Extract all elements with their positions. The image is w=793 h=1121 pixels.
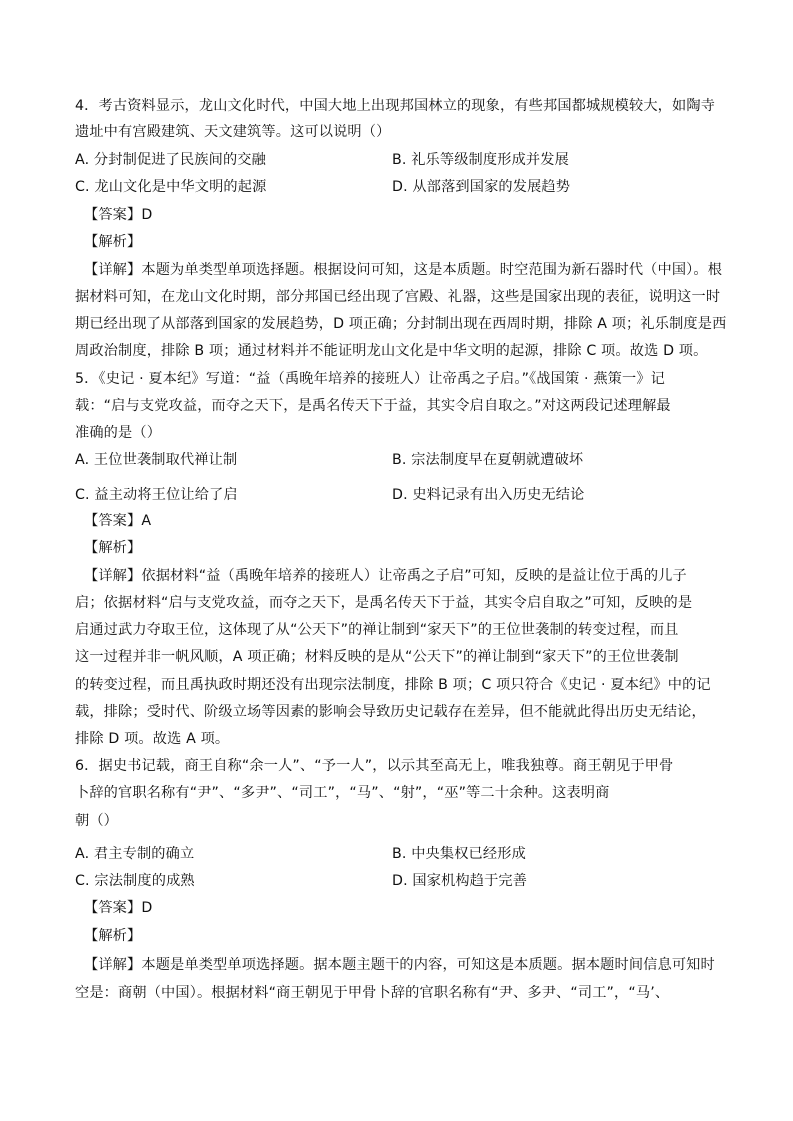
question-6-option-a: A. 君主专制的确立 <box>75 846 195 862</box>
question-6-detail-line-1: 【详解】本题是单类型单项选择题。据本题主题干的内容，可知这是本质题。据本题时间信息可知时 <box>84 957 715 973</box>
question-6-stem-line-1: 6．据史书记载，商王自称“余一人”、“予一人”，以示其至高无上，唯我独尊。商王朝见于甲骨 <box>75 758 674 774</box>
question-5-option-d: D. 史料记录有出入历史无结论 <box>392 487 585 503</box>
question-5-detail-line-6: 载，排除；受时代、阶级立场等因素的影响会导致历史记载存在差异，但不能就此得出历史无结论， <box>75 704 706 720</box>
question-5-detail-line-7: 排除 D 项。故选 A 项。 <box>75 731 230 747</box>
question-6-answer: 【答案】D <box>84 900 153 916</box>
question-6-detail-line-2: 空是：商朝（中国）。根据材料“商王朝见于甲骨卜辞的官职名称有“尹、多尹、“司工”，“马’、 <box>75 985 670 1001</box>
question-6-option-c: C. 宗法制度的成熟 <box>75 873 195 889</box>
question-5-option-a: A. 王位世袭制取代禅让制 <box>75 452 238 468</box>
question-5-analysis-label: 【解析】 <box>84 540 142 556</box>
question-5-detail-line-2: 启；依据材料“启与支党攻益，而夺之天下，是禹名传天下于益，其实令启自取之”可知，反映的是 <box>75 595 693 611</box>
question-5-detail-line-4: 这一过程并非一帆风顺，A 项正确；材料反映的是从“公天下”的禅让制到“家天下”的王位世袭制 <box>75 649 679 665</box>
question-5-stem-line-3: 准确的是（） <box>75 425 162 441</box>
question-5-stem-line-2: 载：“启与支党攻益，而夺之天下，是禹名传天下于益，其实令启自取之。”对这两段记述理解最 <box>75 398 671 414</box>
question-4-option-c: C. 龙山文化是中华文明的起源 <box>75 179 267 195</box>
question-4-answer: 【答案】D <box>84 207 153 223</box>
question-5-option-b: B. 宗法制度早在夏朝就遭破坏 <box>392 452 584 468</box>
question-4-stem-line-2: 遗址中有宫殿建筑、天文建筑等。这可以说明（） <box>75 124 391 140</box>
question-5-stem-line-1: 5．《史记 · 夏本纪》写道：“益（禹晚年培养的接班人）让帝禹之子启。”《战国策 · 燕策一》记 <box>75 371 666 387</box>
question-4-detail-line-4: 周政治制度，排除 B 项；通过材料并不能证明龙山文化是中华文明的起源，排除 C 项。故选 D 项。 <box>75 343 708 359</box>
question-6-option-b: B. 中央集权已经形成 <box>392 846 526 862</box>
question-6-analysis-label: 【解析】 <box>84 928 142 944</box>
question-5-detail-line-1: 【详解】依据材料“益（禹晚年培养的接班人）让帝禹之子启”可知，反映的是益让位于禹的儿子 <box>84 568 687 584</box>
question-6-stem-line-3: 朝（） <box>75 813 119 829</box>
question-4-stem-line-1: 4．考古资料显示，龙山文化时代，中国大地上出现邦国林立的现象，有些邦国都城规模较大，如陶寺 <box>75 98 716 114</box>
question-4-detail-line-1: 【详解】本题为单类型单项选择题。根据设问可知，这是本质题。时空范围为新石器时代（中国）。根 <box>84 262 723 278</box>
question-5-answer: 【答案】A <box>84 513 152 529</box>
question-5-detail-line-5: 的转变过程，而且禹执政时期还没有出现宗法制度，排除 B 项；C 项只符合《史记 · 夏本纪》中的记 <box>75 677 711 693</box>
question-6-option-d: D. 国家机构趋于完善 <box>392 873 528 889</box>
question-4-detail-line-3: 期已经出现了从部落到国家的发展趋势，D 项正确；分封制出现在西周时期，排除 A 项；礼乐制度是西 <box>75 316 727 332</box>
question-5-option-c: C. 益主动将王位让给了启 <box>75 487 238 503</box>
question-4-detail-line-2: 据材料可知，在龙山文化时期，部分邦国已经出现了宫殿、礼器，这些是国家出现的表征，说明这一时 <box>75 289 721 305</box>
question-4-option-a: A. 分封制促进了民族间的交融 <box>75 152 266 168</box>
question-5-detail-line-3: 启通过武力夺取王位，这体现了从“公天下”的禅让制到“家天下”的王位世袭制的转变过程，而且 <box>75 622 679 638</box>
question-4-option-b: B. 礼乐等级制度形成并发展 <box>392 152 569 168</box>
question-4-analysis-label: 【解析】 <box>84 234 142 250</box>
question-4-option-d: D. 从部落到国家的发展趋势 <box>392 179 571 195</box>
question-6-stem-line-2: 卜辞的官职名称有“尹”、“多尹”、“司工”，“马”、“射”，“巫”等二十余种。这表明商 <box>75 785 610 801</box>
